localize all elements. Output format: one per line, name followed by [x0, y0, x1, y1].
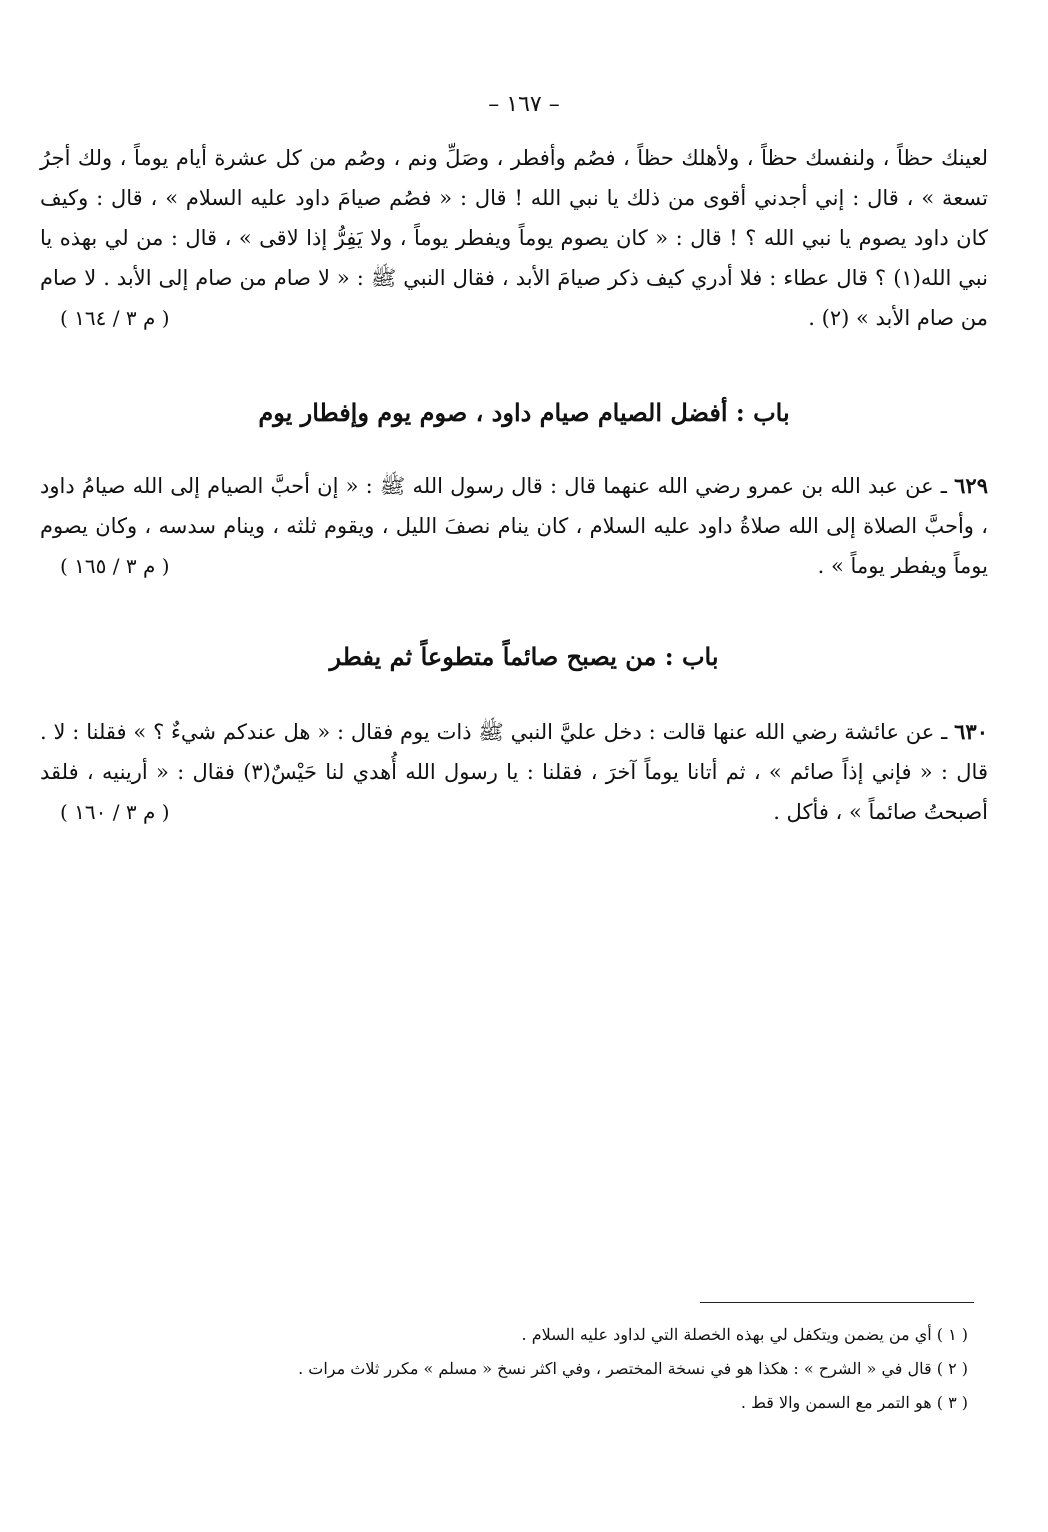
footnote: ( ١ ) أي من يضمن ويتكفل لي بهذه الخصلة التي لداود عليه السلام .: [521, 1325, 968, 1344]
source-reference: ( م ٣ / ١٦٥ ): [60, 554, 170, 578]
chapter-heading: باب : من يصبح صائماً متطوعاً ثم يفطر: [329, 642, 719, 671]
paragraph-text: ـ عن عبد الله بن عمرو رضي الله عنهما قال : قال رسول الله ﷺ : « إن أحبَّ الصيام إلى الله صيامُ داود ، وأحبَّ الصلاة إلى الله صلاةُ داود عليه السلام ، كان ينام نصفَ الليل ، ويقوم ثلثه ، وينام سدسه ، وكان يصوم يوماً ويفطر يوماً » .: [40, 474, 988, 578]
footnotes: [60, 1318, 968, 1420]
footnote-divider: [700, 1302, 974, 1303]
hadith-number: ٦٣٠: [954, 719, 988, 744]
footnote: ( ٣ ) هو التمر مع السمن والا قط .: [740, 1393, 968, 1412]
footnote: ( ٢ ) قال في « الشرح » : هكذا هو في نسخة المختصر ، وفي اكثر نسخ « مسلم » مكرر ثلاث مرات .: [298, 1359, 968, 1378]
hadith-630: [40, 712, 988, 832]
source-reference: ( م ٣ / ١٦٠ ): [60, 800, 170, 824]
hadith-number: ٦٢٩: [954, 473, 988, 498]
paragraph-text: ـ عن عائشة رضي الله عنها قالت : دخل عليَّ النبي ﷺ ذات يوم فقال : « هل عندكم شيءٌ ؟ » فقلنا : لا . قال : « فإني إذاً صائم » ، ثم أتانا يوماً آخرَ ، فقلنا : يا رسول الله أُهدي لنا حَيْسٌ(٣) فقال : « أرينيه ، فلقد أصبحتُ صائماً » ، فأكل .: [40, 720, 988, 824]
chapter-heading: باب : أفضل الصيام صيام داود ، صوم يوم وإفطار يوم: [258, 398, 790, 427]
source-reference: ( م ٣ / ١٦٤ ): [60, 306, 170, 330]
hadith-629: [40, 466, 988, 586]
paragraph-intro: [40, 138, 988, 338]
page-number: – ١٦٧ –: [488, 92, 560, 117]
paragraph-text: لعينك حظاً ، ولنفسك حظاً ، ولأهلك حظاً ، فصُم وأفطر ، وصَلِّ ونم ، وصُم من كل عشرة أيام يوماً ، ولك أجرُ تسعة » ، قال : إني أجدني أقوى من ذلك يا نبي الله ! قال : « فصُم صيامَ داود عليه السلام » ، قال : وكيف كان داود يصوم يا نبي الله ؟ ! قال : « كان يصوم يوماً ويفطر يوماً ، ولا يَفِرُّ إذا لاقى » ، قال : من لي بهذه يا نبي الله(١) ؟ قال عطاء : فلا أدري كيف ذكر صيامَ الأبد ، فقال النبي ﷺ : « لا صام من صام إلى الأبد . لا صام من صام الأبد » (٢) .: [40, 146, 988, 330]
